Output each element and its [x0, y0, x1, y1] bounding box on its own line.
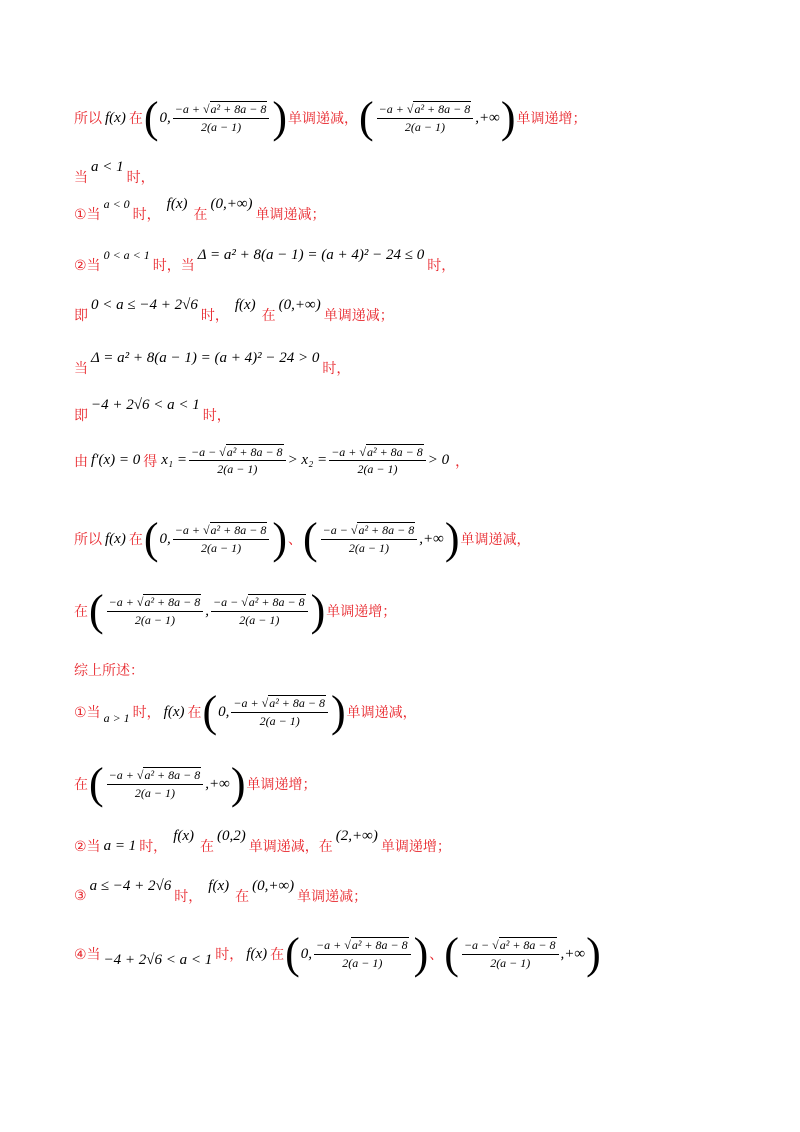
left-paren: (	[358, 93, 374, 142]
math-inline: f′(x) = 0	[91, 452, 141, 469]
math-text: −a +	[316, 938, 342, 953]
fraction: $\frac{\text{−a + √a² + 8a − 8}}{2(a - 1)}$	[231, 696, 328, 728]
text: 时，	[322, 361, 351, 377]
math-fx: f(x)	[105, 109, 126, 126]
text: 时，	[202, 408, 231, 424]
text: 在	[261, 308, 276, 324]
math-text: > x₂ =	[287, 452, 328, 469]
left-paren: (	[285, 929, 300, 978]
math-text: −a −	[190, 445, 217, 459]
right-paren: )	[272, 93, 287, 142]
right-paren: )	[310, 586, 326, 635]
denominator: 2(a − 1)	[200, 540, 242, 555]
math-inline: a > 1	[103, 710, 130, 725]
radicand: a² + 8a − 8	[248, 595, 305, 610]
math-fx: f(x)	[173, 827, 195, 844]
text: 综上所述：	[74, 663, 144, 679]
text: 在	[200, 839, 215, 855]
math-inline: a < 1	[91, 158, 124, 175]
text: 在	[187, 705, 202, 721]
math-text: −a −	[213, 595, 239, 610]
text: 时，	[126, 170, 155, 186]
text: 在	[193, 207, 208, 223]
math-fx: f(x)	[166, 195, 188, 212]
math-inline: 0 < a < 1	[103, 247, 150, 262]
line-4	[74, 246, 456, 275]
math-text: x₁ =	[161, 452, 187, 469]
text: 单调递增；	[516, 111, 587, 127]
text: 、	[429, 947, 444, 963]
left-paren: (	[89, 586, 104, 635]
fraction: $\frac{\text{−a + √a² + 8a − 8}}{2(a - 1)}$	[377, 102, 474, 134]
text: ①当	[74, 705, 101, 721]
math-inline: (0,+∞)	[210, 195, 253, 212]
fraction: $\frac{\text{−a + √a² + 8a − 8}}{2(a - 1)}$	[173, 523, 270, 555]
denominator: 2(a − 1)	[490, 955, 531, 970]
text: 时，	[215, 947, 244, 963]
text: 在	[270, 947, 285, 963]
left-paren: (	[444, 929, 459, 978]
text: ，	[455, 453, 470, 470]
math-fx: f(x)	[208, 877, 230, 894]
text: 时，	[132, 705, 161, 721]
radicand: a² + 8a − 8	[499, 938, 556, 953]
text: ②当	[74, 839, 101, 855]
left-paren: (	[302, 514, 318, 563]
math-text: ,+∞	[475, 109, 500, 126]
right-paren: )	[230, 759, 246, 808]
radicand: a² + 8a − 8	[144, 595, 201, 610]
fraction: $\frac{\text{−a + √a² + 8a − 8}}{2(a - 1)}$	[107, 768, 204, 800]
line-15	[74, 877, 368, 906]
right-paren: )	[500, 93, 516, 142]
text: 当	[74, 361, 88, 377]
fraction: $\frac{\text{−a − √a² + 8a − 8}}{2(a - 1)}$	[211, 595, 308, 627]
fraction: $\frac{\text{−a − √a² + 8a − 8}}{2(a - 1)}$	[462, 938, 559, 970]
math-fx: f(x)	[246, 945, 268, 962]
math-inline: −4 + 2√6 < a < 1	[103, 951, 213, 968]
math-text: 0,	[159, 109, 171, 126]
text: 时，	[427, 258, 456, 274]
left-paren: (	[143, 514, 159, 563]
right-paren: )	[331, 687, 346, 736]
math-text: −a +	[108, 768, 134, 783]
radicand: a² + 8a − 8	[366, 445, 423, 459]
line-13	[74, 759, 317, 808]
denominator: 2(a − 1)	[357, 462, 398, 477]
line-2	[74, 158, 155, 187]
math-text: ,+∞	[419, 530, 444, 547]
text: 单调递增；	[246, 777, 317, 793]
right-paren: )	[444, 514, 460, 563]
math-inline: −4 + 2√6 < a < 1	[91, 396, 200, 413]
left-paren: (	[143, 93, 159, 142]
text: 即	[74, 308, 88, 324]
denominator: 2(a − 1)	[134, 785, 175, 800]
math-text: −a +	[174, 523, 200, 538]
text: 在	[74, 604, 88, 620]
denominator: 2(a − 1)	[348, 540, 389, 555]
text: 单调递减，	[287, 111, 358, 127]
line-10	[74, 586, 397, 635]
text: 时，	[174, 889, 203, 905]
math-inline: 0 < a ≤ −4 + 2√6	[91, 296, 198, 313]
math-inline: a ≤ −4 + 2√6	[89, 877, 172, 894]
right-paren: )	[413, 929, 429, 978]
right-paren: )	[272, 514, 287, 563]
math-text: ,	[205, 602, 209, 619]
text: 在	[128, 532, 143, 548]
text: 在	[235, 889, 250, 905]
text: 在	[74, 777, 88, 793]
math-inline: (2,+∞)	[335, 827, 378, 844]
math-text: 0,	[300, 945, 313, 962]
radicand: a² + 8a − 8	[358, 523, 415, 538]
text: ②当	[74, 258, 101, 274]
text: 时，	[200, 308, 229, 324]
denominator: 2(a − 1)	[404, 119, 445, 134]
math-text: −a −	[322, 523, 348, 538]
math-fx: f(x)	[163, 703, 185, 720]
text: 时，	[139, 839, 168, 855]
line-9	[74, 514, 531, 563]
radicand: a² + 8a − 8	[269, 696, 325, 711]
text: 单调递减，	[346, 705, 417, 721]
text: 单调递减；	[297, 889, 368, 905]
line-16	[74, 929, 602, 978]
text: 得	[143, 453, 158, 470]
line-5	[74, 296, 394, 325]
line-14	[74, 827, 451, 856]
math-text: −a +	[108, 595, 134, 610]
radicand: a² + 8a − 8	[414, 102, 471, 117]
denominator: 2(a − 1)	[200, 119, 242, 134]
math-inline: a < 0	[103, 196, 130, 211]
line-6	[74, 349, 351, 378]
math-inline: (0,+∞)	[252, 877, 295, 894]
math-inline: (0,+∞)	[278, 296, 321, 313]
line-1	[74, 93, 587, 142]
line-3	[74, 195, 326, 224]
right-paren: )	[586, 929, 601, 978]
math-text: 0,	[159, 530, 171, 547]
fraction: $\frac{\text{−a − √a² + 8a − 8}}{2(a - 1)}$	[321, 523, 418, 555]
line-12	[74, 687, 417, 736]
fraction: $\frac{\text{−a − √a² + 8a − 8}}{2(a - 1)}$	[189, 445, 286, 477]
text: 在	[128, 111, 143, 127]
text: 时，	[132, 207, 161, 223]
math-fx: f(x)	[105, 530, 126, 547]
left-paren: (	[202, 687, 218, 736]
text: 所以	[74, 111, 102, 127]
math-inline: Δ = a² + 8(a − 1) = (a + 4)² − 24 > 0	[91, 349, 320, 366]
radicand: a² + 8a − 8	[144, 768, 201, 783]
denominator: 2(a − 1)	[342, 955, 383, 970]
denominator: 2(a − 1)	[217, 462, 258, 477]
text: 所以	[74, 532, 102, 548]
text: 、	[287, 532, 302, 548]
math-fx: f(x)	[234, 296, 256, 313]
text: ③	[74, 888, 87, 904]
denominator: 2(a − 1)	[134, 612, 175, 627]
math-inline: Δ = a² + 8(a − 1) = (a + 4)² − 24 ≤ 0	[197, 246, 425, 263]
math-text: ,+∞	[205, 775, 230, 792]
fraction: $\frac{\text{−a + √a² + 8a − 8}}{2(a - 1)}$	[107, 595, 204, 627]
text: 单调递减；	[323, 308, 394, 324]
text: ①当	[74, 207, 101, 223]
text: 单调递减，	[460, 532, 531, 548]
text: 即	[74, 408, 88, 424]
math-text: −a +	[378, 102, 404, 117]
text: 时，当	[152, 258, 195, 274]
text: 单调递增；	[326, 604, 397, 620]
math-text: 0,	[218, 703, 230, 720]
left-paren: (	[89, 759, 104, 808]
math-inline: (0,2)	[217, 827, 246, 844]
radicand: a² + 8a − 8	[226, 445, 283, 459]
fraction: $\frac{\text{−a + √a² + 8a − 8}}{2(a - 1)}$	[314, 938, 411, 970]
math-text: −a +	[331, 445, 357, 459]
denominator: 2(a − 1)	[239, 612, 280, 627]
math-inline: a = 1	[103, 837, 137, 854]
text: 由	[74, 453, 88, 470]
text: 单调递减，在	[248, 839, 333, 855]
radicand: a² + 8a − 8	[210, 102, 267, 117]
line-7	[74, 396, 231, 425]
denominator: 2(a − 1)	[259, 713, 300, 728]
fraction: $\frac{\text{−a + √a² + 8a − 8}}{2(a - 1)}$	[329, 445, 426, 477]
math-text: > 0	[427, 452, 450, 469]
math-text: −a +	[174, 102, 200, 117]
radicand: a² + 8a − 8	[210, 523, 267, 538]
text: ④当	[74, 947, 101, 963]
math-text: −a +	[233, 696, 259, 711]
fraction: $\frac{\text{−a + √a² + 8a − 8}}{2(a - 1)}$	[173, 102, 270, 134]
text: 单调递减；	[255, 207, 326, 223]
line-8	[74, 445, 469, 477]
text: 单调递增；	[380, 839, 451, 855]
math-text: −a −	[463, 938, 490, 953]
radicand: a² + 8a − 8	[351, 938, 408, 953]
line-11	[74, 660, 144, 680]
math-text: ,+∞	[560, 945, 586, 962]
text: 当	[74, 170, 88, 186]
